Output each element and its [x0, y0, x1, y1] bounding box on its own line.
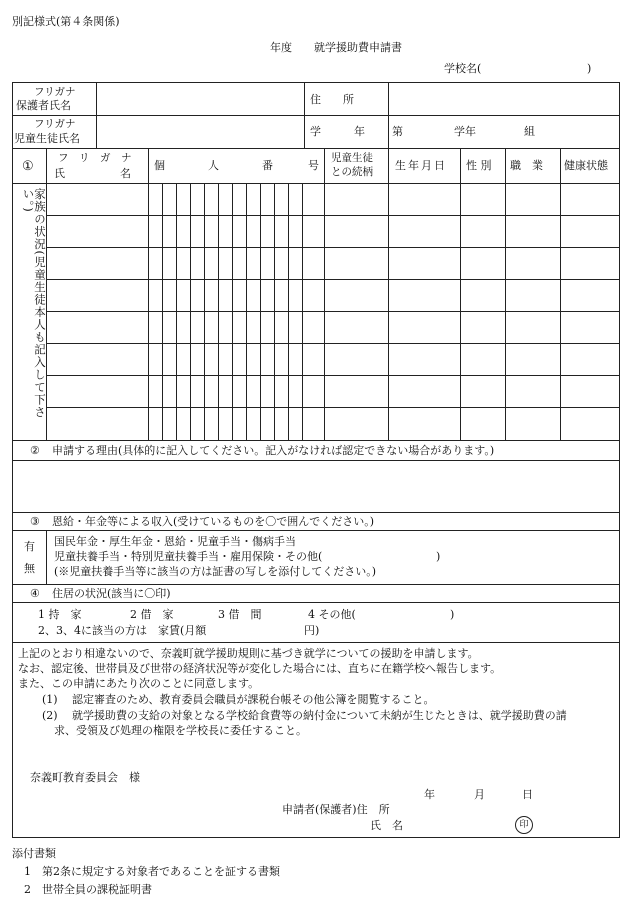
- school-close: ): [587, 62, 592, 75]
- date-month: 月: [474, 788, 485, 801]
- declaration-p3: また、この申請にあたり次のことに同意します。: [18, 677, 260, 690]
- rent-line: 2、3、4に該当の方は 家賃(月額: [38, 624, 207, 637]
- grade-prefix: 第: [392, 125, 403, 138]
- child-furigana-label: フリガナ: [34, 118, 76, 130]
- child-name-label: 児童生徒氏名: [14, 132, 80, 145]
- applicant-address-field[interactable]: [400, 800, 610, 816]
- section-4-number: ④: [30, 587, 40, 600]
- school-label: 学校名(: [444, 62, 482, 75]
- col-job: 職 業: [510, 159, 543, 172]
- col-furigana: フ リ ガ ナ: [58, 152, 132, 164]
- attachment-item-2: 2 世帯全員の課税証明書: [24, 883, 152, 896]
- child-name-field[interactable]: [98, 117, 302, 147]
- family-side-label: 家族の状況(児童生徒本人も記入して下さい。): [21, 188, 47, 419]
- section-2-number: ②: [30, 444, 40, 457]
- seal-mark: 印: [515, 816, 533, 834]
- reason-label: 申請する理由(具体的に記入してください。記入がなければ認定できない場合があります。): [52, 444, 495, 457]
- housing-option-close: ): [450, 608, 455, 621]
- housing-option-1[interactable]: 1 持 家: [38, 608, 82, 621]
- col-name: 氏 名: [54, 167, 131, 180]
- col-mynumber-1: 個: [154, 159, 165, 172]
- attachment-item-1: 1 第2条に規定する対象者であることを証する書類: [24, 865, 280, 878]
- grade-year: 学年: [454, 125, 476, 138]
- form-label: 別記様式(第４条関係): [12, 15, 120, 28]
- declaration-p2: なお、認定後、世帯員及び世帯の経済状況等が変化した場合には、直ちに在籍学校へ報告します。: [18, 662, 502, 675]
- rent-unit: 円): [304, 624, 320, 637]
- grade-label: 学 年: [310, 125, 365, 138]
- col-sex: 性 別: [466, 159, 492, 172]
- col-mynumber-4: 号: [308, 159, 319, 172]
- section-3-number: ③: [30, 515, 40, 528]
- income-no[interactable]: 無: [24, 562, 35, 575]
- income-line-2-close: ): [436, 550, 441, 563]
- col-health: 健康状態: [564, 159, 608, 172]
- applicant-name-field[interactable]: [406, 816, 506, 832]
- consent-1: 認定審査のため、教育委員会職員が課税台帳その他公簿を閲覧すること。: [72, 693, 435, 706]
- title-year: 年度: [270, 41, 292, 54]
- page-title: 就学援助費申請書: [314, 41, 402, 54]
- income-label: 恩給・年金等による収入(受けているものを〇で囲んでください。): [52, 515, 375, 528]
- col-birthdate: 生年月日: [395, 159, 447, 172]
- guardian-name-field[interactable]: [98, 84, 302, 114]
- income-yes[interactable]: 有: [24, 540, 35, 553]
- col-mynumber-2: 人: [208, 159, 219, 172]
- grade-class: 組: [524, 125, 535, 138]
- income-line-1: 国民年金・厚生年金・恩給・児童手当・傷病手当: [54, 535, 296, 548]
- consent-2-line-2: 求、受領及び処理の権限を学校長に委任すること。: [54, 724, 307, 737]
- date-day: 日: [522, 788, 533, 801]
- date-year: 年: [424, 788, 435, 801]
- housing-option-4[interactable]: 4 その他(: [308, 608, 356, 621]
- section-1-number: ①: [22, 159, 34, 174]
- guardian-name-label: 保護者氏名: [16, 99, 71, 112]
- applicant-address-label: 申請者(保護者)住 所: [282, 803, 390, 816]
- recipient: 奈義町教育委員会 様: [30, 771, 140, 784]
- consent-2-line-1: 就学援助費の支給の対象となる学校給食費等の納付金について未納が生じたときは、就学援助費の請: [72, 709, 567, 722]
- guardian-furigana-label: フリガナ: [34, 86, 76, 98]
- address-label: 住 所: [310, 93, 354, 106]
- income-line-3: (※児童扶養手当等に該当の方は証書の写しを添付してください。): [54, 565, 377, 578]
- housing-option-2[interactable]: 2 借 家: [130, 608, 174, 621]
- housing-option-3[interactable]: 3 借 間: [218, 608, 262, 621]
- income-line-2: 児童扶養手当・特別児童扶養手当・雇用保険・その他(: [54, 550, 323, 563]
- reason-field[interactable]: [14, 462, 618, 510]
- col-relation-2: との続柄: [331, 166, 373, 178]
- housing-label: 住居の状況(該当に〇印): [52, 587, 171, 600]
- consent-1-number: (1): [42, 693, 58, 706]
- address-field[interactable]: [390, 84, 618, 114]
- declaration-p1: 上記のとおり相違ないので、奈義町就学援助規則に基づき就学についての援助を申請します。: [18, 647, 479, 660]
- consent-2-number: (2): [42, 709, 58, 722]
- col-relation-1: 児童生徒: [331, 152, 373, 164]
- applicant-name-label: 氏 名: [370, 819, 403, 832]
- col-mynumber-3: 番: [262, 159, 273, 172]
- attachments-title: 添付書類: [12, 847, 56, 860]
